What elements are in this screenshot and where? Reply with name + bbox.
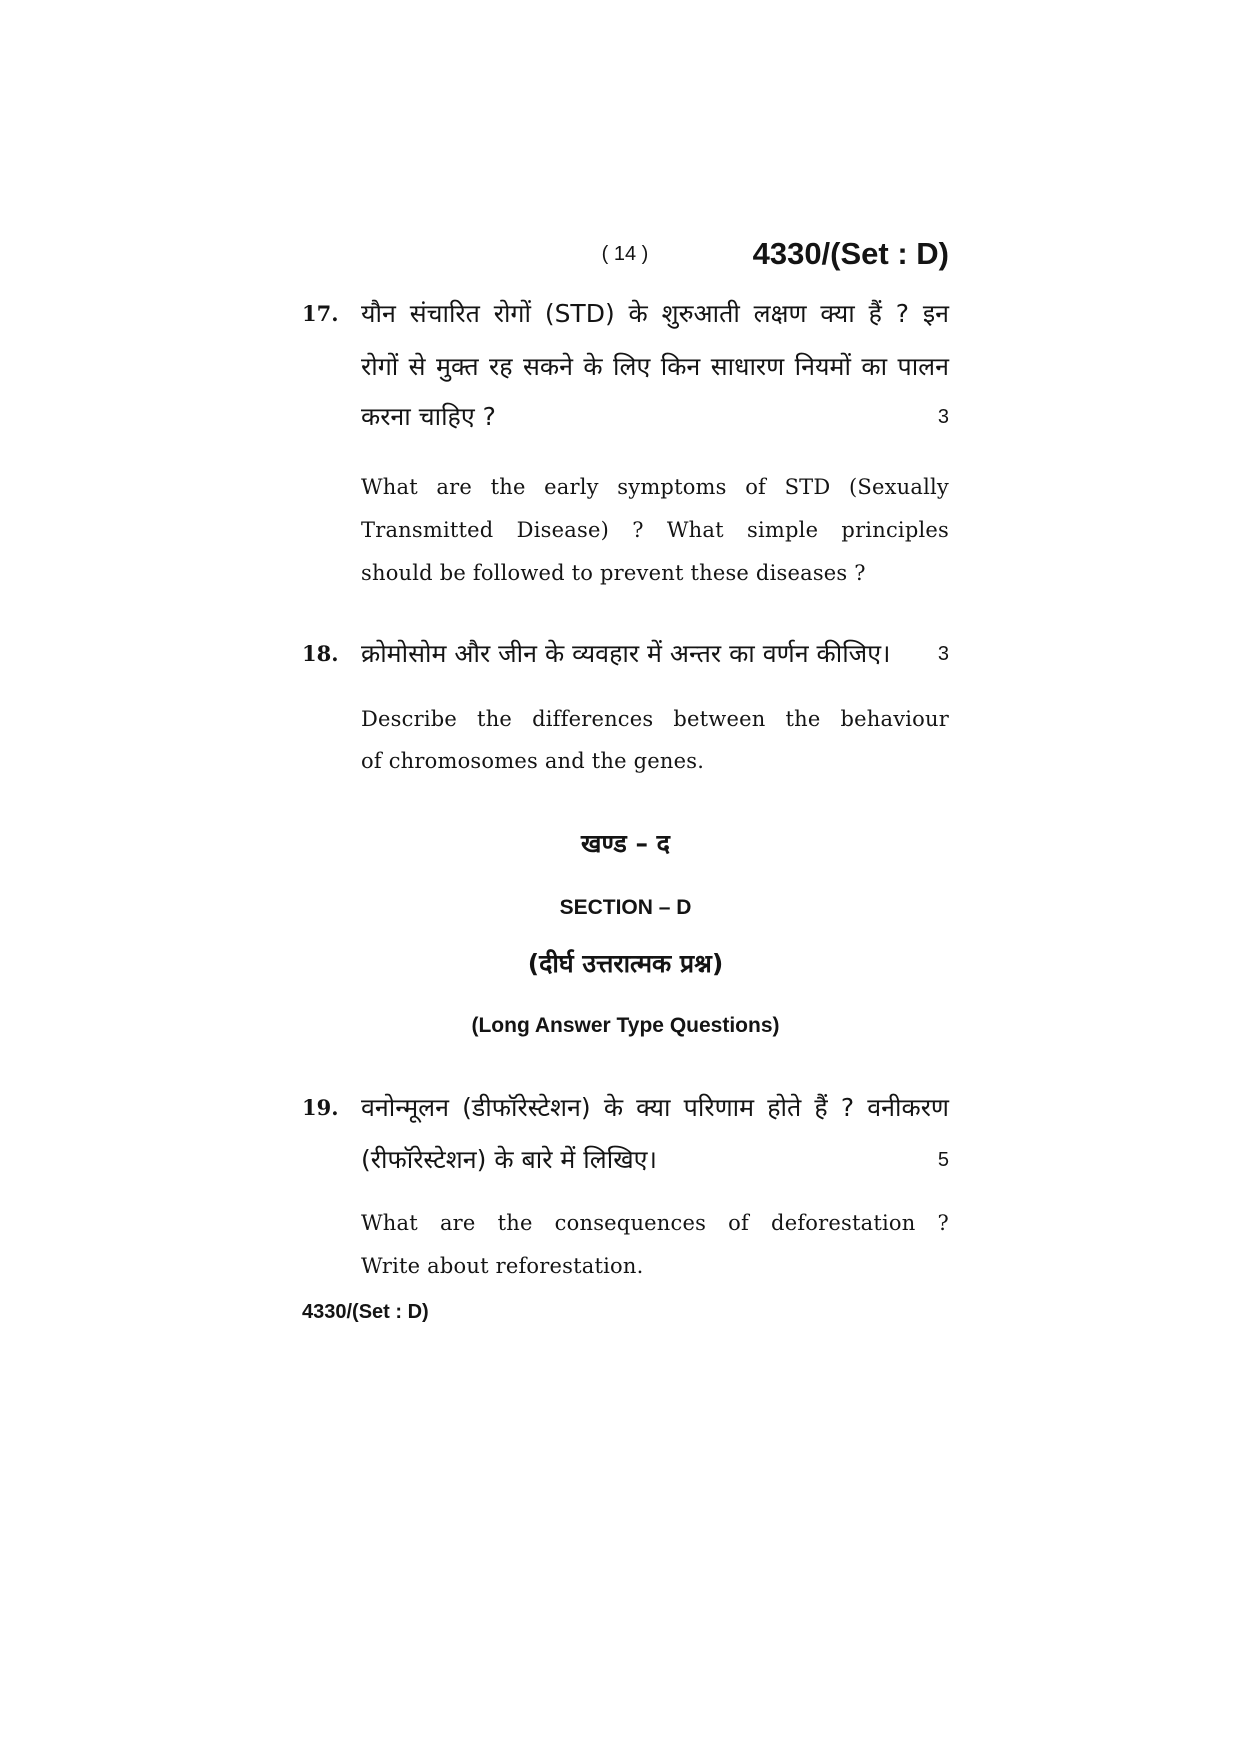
- question-english-line: What are the consequences of deforestation ?: [361, 1211, 949, 1235]
- question-marks: 3: [937, 643, 949, 665]
- section-title: SECTION – D: [559, 896, 692, 919]
- question-marks: 5: [937, 1149, 949, 1171]
- question-hindi-line: यौन संचारित रोगों (STD) के शुरुआती लक्षण क्या हैं ? इन: [361, 299, 949, 328]
- question-english-line: of chromosomes and the genes.: [361, 749, 705, 773]
- page-number: ( 14 ): [601, 243, 649, 265]
- question-english-line: Transmitted Disease) ? What simple principles: [361, 518, 949, 542]
- section-subtitle: (Long Answer Type Questions): [471, 1014, 780, 1037]
- question-hindi-line: क्रोमोसोम और जीन के व्यवहार में अन्तर का वर्णन कीजिए।: [361, 639, 891, 668]
- footer-paper-code: 4330/(Set : D): [302, 1301, 429, 1323]
- question-hindi-line: रोगों से मुक्त रह सकने के लिए किन साधारण नियमों का पालन: [361, 352, 949, 381]
- question-english-line: Describe the differences between the behaviour: [361, 707, 949, 731]
- question-number: 18.: [302, 641, 339, 666]
- question-hindi-line: करना चाहिए ?: [361, 402, 496, 431]
- question-hindi-line: वनोन्मूलन (डीफॉरेस्टेशन) के क्या परिणाम होते हैं ? वनीकरण: [361, 1093, 949, 1122]
- question-number: 17.: [302, 301, 339, 326]
- question-english-line: Write about reforestation.: [361, 1254, 644, 1278]
- section-hindi-title: खण्ड – द: [581, 829, 670, 858]
- question-english-line: should be followed to prevent these diseases ?: [361, 561, 866, 585]
- question-number: 19.: [302, 1095, 339, 1120]
- question-marks: 3: [937, 406, 949, 428]
- section-hindi-subtitle: (दीर्घ उत्तरात्मक प्रश्न): [527, 949, 724, 978]
- header-paper-code: 4330/(Set : D): [752, 236, 949, 271]
- question-english-line: What are the early symptoms of STD (Sexually: [361, 475, 949, 499]
- question-hindi-line: (रीफॉरेस्टेशन) के बारे में लिखिए।: [361, 1145, 657, 1174]
